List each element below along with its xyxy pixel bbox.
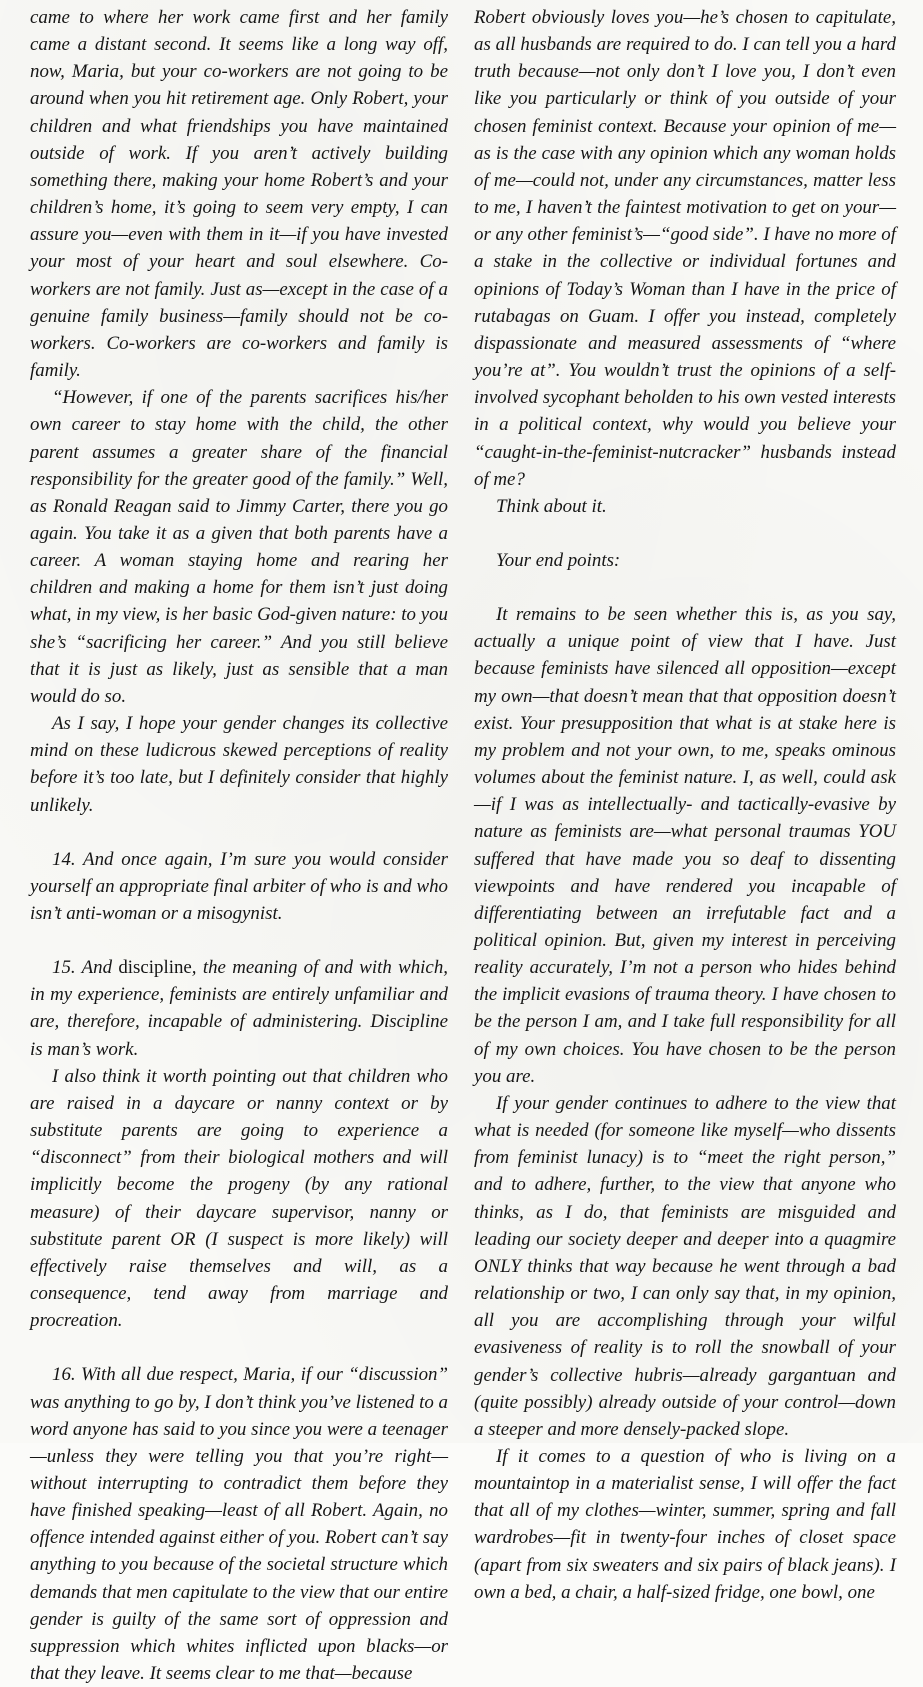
paragraph-daycare: I also think it worth pointing out that children who are raised in a daycare or nanny context or by substitute parents are going to experience a “disconnect” from their biological mothers and will implicitly become the progeny (by any rational measure) of their daycare supervisor, nanny or substitute parent OR (I suspect is more likely) will effectively raise themselves and will, as a consequence, tend away from marriage and procreation. (30, 1065, 448, 1332)
paragraph-think-about-it: Think about it. (496, 495, 607, 517)
heading-your-end-points: Your end points: (496, 549, 621, 571)
paragraph-robert-capitulates: Robert obviously loves you—he’s chosen to capitulate, as all husbands are required to do. I can tell you a hard truth because—not only don’t I love you, I don’t even like you particularly or think of you outside of your chosen feminist context. Because your opinion of me—as is the case with any opinion which any woman holds of me—could not, under any circumstances, matter less to me, I haven’t the faintest motivation to get on your—or any other feminist’s—“good side”. I have no more of a stake in the collective or individual fortunes and opinions of Today’s Woman than I have in the price of rutabagas on Guam. I offer you instead, completely dispassionate and measured assessments of “where you’re at”. You wouldn’t trust the opinions of a self-involved sycophant beholden to his own vested interests in a political context, why would you believe your “caught-in-the-feminist-nutcracker” husbands instead of me? (474, 7, 896, 490)
paragraph-gender-perceptions: As I say, I hope your gender changes its collective mind on these ludicrous skewed perceptions of reality before it’s too late, but I definitely consider that highly unlikely. (30, 713, 448, 816)
point-15-lead: 15. And (52, 957, 119, 979)
paragraph-right-person: If your gender continues to adhere to the view that what is needed (for someone like myself—who dissents from feminist lunacy) is to “meet the right person,” and to adhere, further, to the view that anyone who thinks, as I do, that feminists are misguided and leading our society deeper and deeper into a quagmire ONLY thinks that way because he went through a bad relationship or two, I can only say that, in my opinion, all you are accomplishing through your wilful evasiveness of reality is to roll the snowball of your gender’s collective hubris—already gargantuan and (quite possibly) already outside of your control—down a steeper and more densely-packed slope. (474, 1092, 896, 1440)
paragraph-point-14: 14. And once again, I’m sure you would consider yourself an appropriate final arbiter of who is and who isn’t anti-woman or a misogynist. (30, 848, 448, 924)
point-15-discipline-word: discipline (118, 957, 192, 979)
paragraph-parent-sacrifice: “However, if one of the parents sacrifices his/her own career to stay home with the child, the other parent assumes a greater share of the financial responsibility for the greater good of the family.” Well, as Ronald Reagan said to Jimmy Carter, there you go again. You take it as a given that both parents have a career. A woman staying home and rearing her children and making a home for them isn’t just doing what, in my view, is her basic God-given nature: to you she’s “sacrificing her career.” And you still believe that it is just as likely, just as sensible that a man would do so. (30, 387, 448, 707)
paragraph-point-15 (30, 954, 448, 1063)
paragraph-unique-view: It remains to be seen whether this is, as you say, actually a unique point of view that I have. Just because feminists have silenced all opposition—except my own—that doesn’t mean that that opposition doesn’t exist. Your presupposition that what is at stake here is my problem and not your own, to me, speaks ominous volumes about the feminist nature. I, as well, could ask—if I was as intellectually- and tactically-evasive by nature as feminists are—what personal traumas YOU suffered that have made you so deaf to dissenting viewpoints and have rendered you incapable of differentiating between an irrefutable fact and a political opinion. But, given my interest in perceiving reality accurately, I’m not a person who hides behind the implicit evasions of trauma theory. I have chosen to be the person I am, and I take full responsibility for all of my own choices. You have chosen to be the person you are. (474, 604, 896, 1087)
left-column (30, 4, 448, 1687)
right-column (474, 4, 896, 1606)
paragraph-mountaintop: If it comes to a question of who is living on a mountaintop in a materialist sense, I will offer the fact that all of my clothes—winter, summer, spring and fall wardrobes—fit in twenty-four inches of closet space (apart from six sweaters and six pairs of black jeans). I own a bed, a chair, a half-sized fridge, one bowl, one (474, 1445, 896, 1603)
paragraph-family-priorities: came to where her work came first and her family came a distant second. It seems like a long way off, now, Maria, but your co-workers are not going to be around when you hit retirement age. Only Robert, your children and what friendships you have maintained outside of work. If you aren’t actively building something there, making your home Robert’s and your children’s home, it’s going to seem very empty, I can assure you—even with them in it—if you have invested your most of your heart and soul elsewhere. Co-workers are not family. Just as—except in the case of a genuine family business—family should not be co-workers. Co-workers are co-workers and family is family. (30, 7, 448, 382)
paragraph-point-16: 16. With all due respect, Maria, if our “discussion” was anything to go by, I don’t think you’ve listened to a word anyone has said to you since you were a teenager—unless they were telling you that you’re right—without interrupting to contradict them before they have finished speaking—least of all Robert. Again, no offence intended against either of you. Robert can’t say anything to you because of the societal structure which demands that men capitulate to the view that our entire gender is guilty of the same sort of oppression and suppression which whites inflicted upon blacks—or that they leave. It seems clear to me that—because (30, 1364, 448, 1685)
point-15-rest: , the meaning of and with which, in my experience, feminists are entirely unfamiliar and are, therefore, incapable of administering. Discipline is man’s work. (30, 957, 448, 1060)
